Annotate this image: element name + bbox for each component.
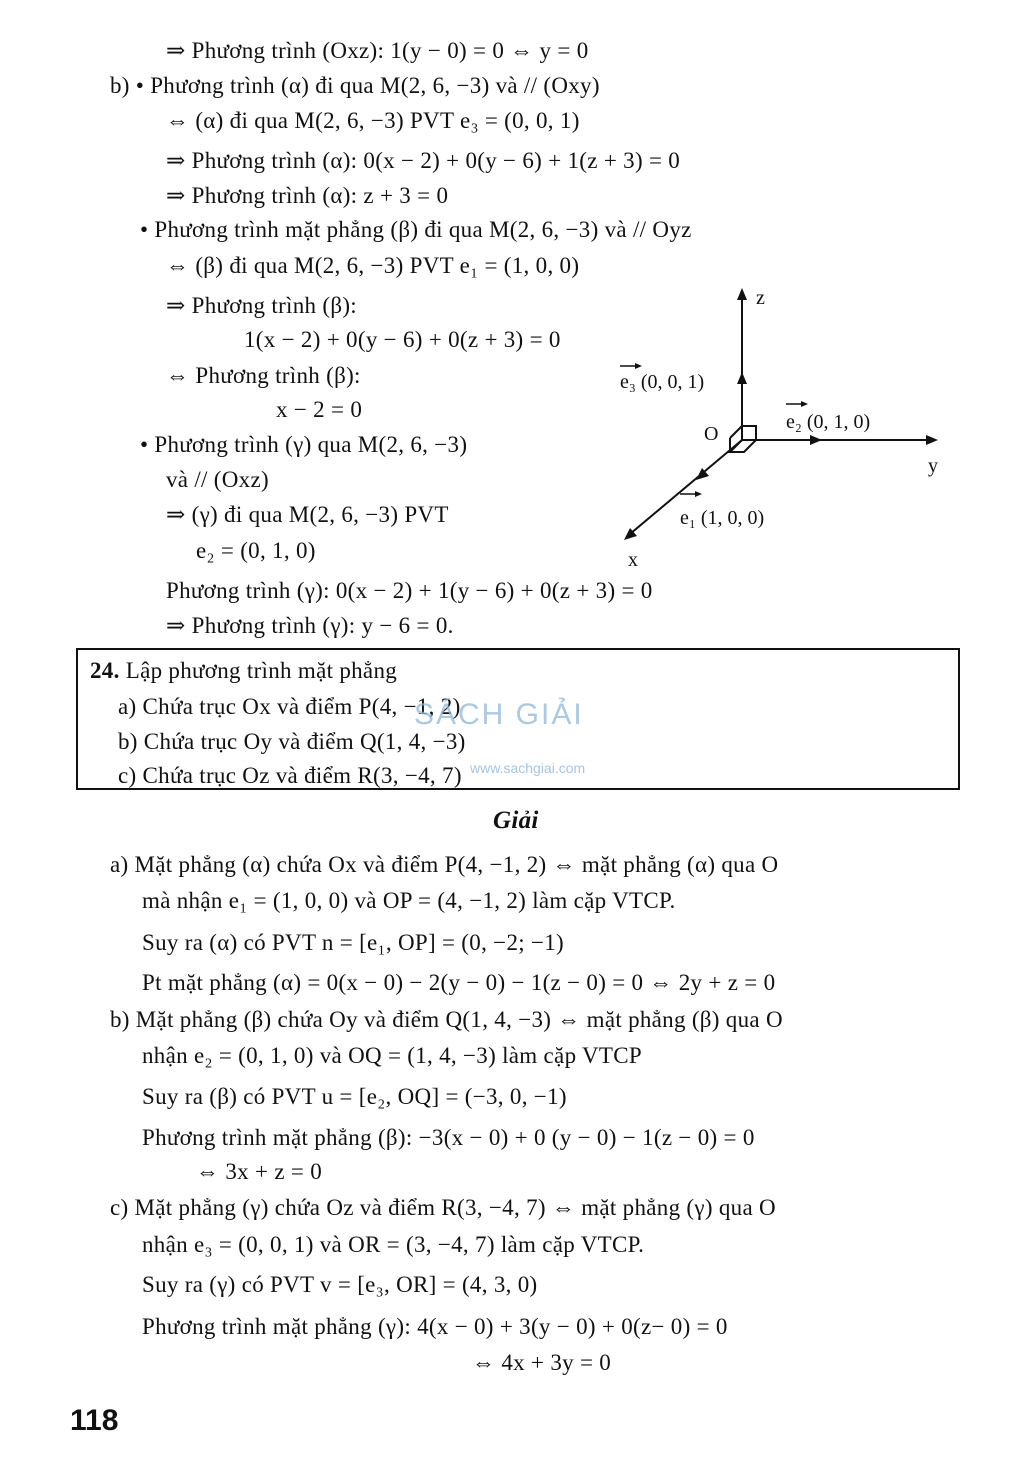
y-axis-label: y <box>928 455 938 477</box>
z-axis-arrowhead <box>737 288 747 300</box>
text-line: e₂ = (0, 1, 0) <box>196 538 316 563</box>
solution-title: Giải <box>493 807 539 834</box>
e2-arrowhead <box>810 435 822 445</box>
solution-line: Phương trình mặt phẳng (γ): 4(x − 0) + 3(y − 0) + 0(z− 0) = 0 <box>142 1314 728 1339</box>
text-line: ⇒ Phương trình (α): 0(x − 2) + 0(y − 6) + 1(z + 3) = 0 <box>166 148 681 173</box>
text-line: ⇒ Phương trình (γ): y − 6 = 0. <box>166 613 454 638</box>
text-line: và // (Oxz) <box>166 467 269 492</box>
solution-line: mà nhận e₁ = (1, 0, 0) và OP = (4, −1, 2) làm cặp VTCP. <box>142 888 676 913</box>
text-line: ⇔ (α) đi qua M(2, 6, −3) PVT e₃ = (0, 0, 1) <box>166 108 580 133</box>
e3-arrowhead <box>737 372 747 384</box>
solution-line: Suy ra (α) có PVT n = [e₁, OP] = (0, −2; −1) <box>142 930 565 955</box>
solution-line: nhận e₂ = (0, 1, 0) và OQ = (1, 4, −3) làm cặp VTCP <box>142 1043 642 1068</box>
solution-line: b) Mặt phẳng (β) chứa Oy và điểm Q(1, 4, −3) ⇔ mặt phẳng (β) qua O <box>110 1007 783 1032</box>
text-line: ⇒ Phương trình (α): z + 3 = 0 <box>166 183 449 208</box>
text-line: ⇔ Phương trình (β): <box>166 363 361 388</box>
exercise-item: c) Chứa trục Oz và điểm R(3, −4, 7) <box>118 763 462 788</box>
text-line: • Phương trình mặt phẳng (β) đi qua M(2, 6, −3) và // Oyz <box>140 217 692 242</box>
origin-label: O <box>704 423 719 445</box>
exercise-item: a) Chứa trục Ox và điểm P(4, −1, 2) <box>118 694 461 719</box>
solution-line: Suy ra (γ) có PVT v = [e₃, OR] = (4, 3, 0) <box>142 1272 538 1297</box>
watermark-url: www.sachgiai.com <box>470 760 586 776</box>
exercise-heading <box>90 656 397 686</box>
solution-line: nhận e₃ = (0, 0, 1) và OR = (3, −4, 7) làm cặp VTCP. <box>142 1232 645 1257</box>
text-line: x − 2 = 0 <box>276 397 363 422</box>
solution-line: Phương trình mặt phẳng (β): −3(x − 0) + 0 (y − 0) − 1(z − 0) = 0 <box>142 1125 755 1150</box>
solution-line: a) Mặt phẳng (α) chứa Ox và điểm P(4, −1, 2) ⇔ mặt phẳng (α) qua O <box>110 852 779 877</box>
solution-line: ⇔ 3x + z = 0 <box>196 1159 323 1184</box>
text-line: Phương trình (γ): 0(x − 2) + 1(y − 6) + 0(z + 3) = 0 <box>166 578 653 603</box>
solution-line: Suy ra (β) có PVT u = [e₂, OQ] = (−3, 0, −1) <box>142 1084 567 1109</box>
x-axis-label: x <box>628 549 638 571</box>
y-axis-arrowhead <box>926 435 938 445</box>
coordinate-axes-figure <box>600 280 960 580</box>
watermark-logo: SÁCH GIẢI <box>414 698 584 731</box>
solution-line: Pt mặt phẳng (α) = 0(x − 0) − 2(y − 0) − 1(z − 0) = 0 ⇔ 2y + z = 0 <box>142 970 776 995</box>
e1-label: e₁ (1, 0, 0) <box>680 507 765 529</box>
page-number: 118 <box>70 1404 119 1437</box>
solution-line: ⇔ 4x + 3y = 0 <box>472 1350 612 1375</box>
text-line: b) • Phương trình (α) đi qua M(2, 6, −3) và // (Oxy) <box>110 73 600 98</box>
text-line: ⇒ (γ) đi qua M(2, 6, −3) PVT <box>166 502 449 527</box>
solution-line: c) Mặt phẳng (γ) chứa Oz và điểm R(3, −4, 7) ⇔ mặt phẳng (γ) qua O <box>110 1195 776 1220</box>
text-line: ⇔ (β) đi qua M(2, 6, −3) PVT e₁ = (1, 0, 0) <box>166 253 580 278</box>
exercise-number: 24. <box>90 658 120 683</box>
exercise-heading-text: Lập phương trình mặt phẳng <box>125 658 398 683</box>
z-axis-label: z <box>756 287 765 309</box>
exercise-item: b) Chứa trục Oy và điểm Q(1, 4, −3) <box>118 729 466 754</box>
e3-label: e₃ (0, 0, 1) <box>620 371 705 393</box>
text-line: 1(x − 2) + 0(y − 6) + 0(z + 3) = 0 <box>244 327 561 352</box>
e2-label: e₂ (0, 1, 0) <box>786 411 871 433</box>
text-line: ⇒ Phương trình (Oxz): 1(y − 0) = 0 ⇔ y = 0 <box>166 38 589 63</box>
text-line: • Phương trình (γ) qua M(2, 6, −3) <box>140 432 468 457</box>
text-line: ⇒ Phương trình (β): <box>166 293 357 318</box>
origin-unit-box <box>730 426 756 452</box>
